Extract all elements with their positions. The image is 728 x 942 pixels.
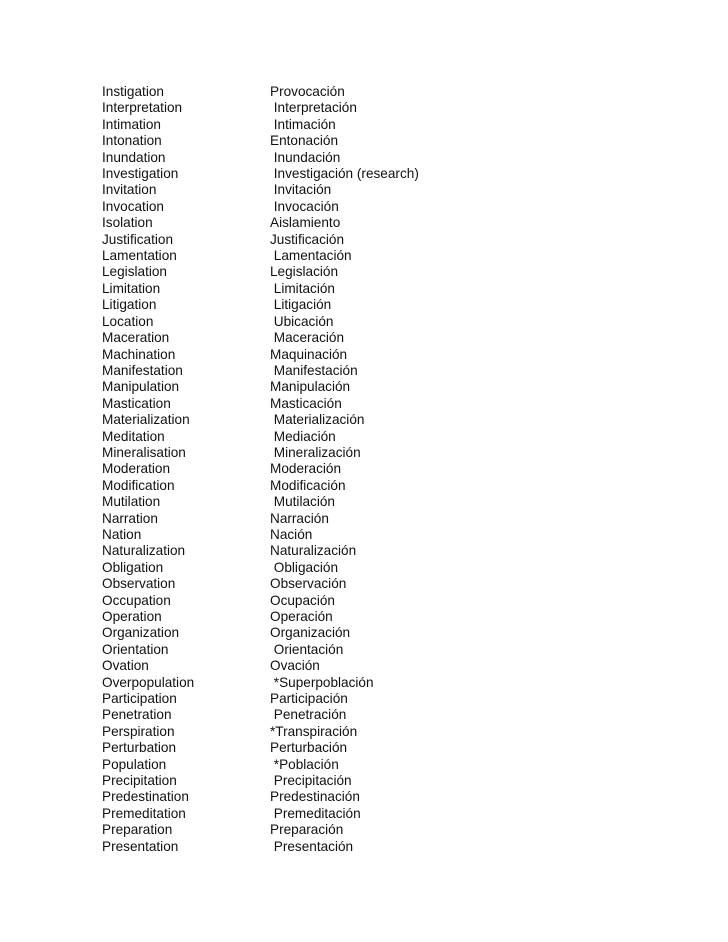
word-pair-row <box>102 527 522 543</box>
english-term: Litigation <box>102 297 157 313</box>
spanish-term: Participación <box>270 691 348 707</box>
english-term: Predestination <box>102 789 189 805</box>
english-term: Meditation <box>102 428 165 444</box>
english-term: Obligation <box>102 559 164 575</box>
spanish-term: Naturalización <box>270 543 357 559</box>
spanish-term: Invitación <box>270 182 332 198</box>
spanish-term: *Superpoblación <box>270 674 374 690</box>
word-pair-row <box>102 166 522 182</box>
spanish-term: Presentación <box>270 838 354 854</box>
word-pair-row <box>102 396 522 412</box>
spanish-term: Litigación <box>270 297 332 313</box>
word-pair-row <box>102 461 522 477</box>
english-term: Moderation <box>102 461 171 477</box>
word-pair-row <box>102 264 522 280</box>
english-term: Legislation <box>102 264 167 280</box>
english-term: Limitation <box>102 280 161 296</box>
spanish-term: Maceración <box>270 330 345 346</box>
english-term: Operation <box>102 609 162 624</box>
spanish-term: Precipitación <box>270 773 352 789</box>
spanish-term: Provocación <box>270 84 345 99</box>
spanish-term: Manifestación <box>270 362 358 378</box>
english-term: Naturalization <box>102 543 186 559</box>
spanish-term: Investigación (research) <box>270 166 419 182</box>
spanish-term: Materialización <box>270 412 365 428</box>
english-term: Overpopulation <box>102 674 195 690</box>
word-pair-row <box>102 363 522 379</box>
word-pair-row <box>102 543 522 559</box>
english-term: Perspiration <box>102 723 175 739</box>
english-term: Materialization <box>102 412 190 428</box>
word-pair-row <box>102 740 522 756</box>
english-term: Investigation <box>102 166 179 182</box>
english-term: Mutilation <box>102 494 161 510</box>
spanish-term: *Población <box>270 756 339 772</box>
word-pair-row <box>102 757 522 773</box>
spanish-term: Entonación <box>270 133 339 149</box>
word-pair-row <box>102 199 522 215</box>
word-pair-row <box>102 593 522 609</box>
spanish-term: Manipulación <box>270 379 351 395</box>
english-term: Justification <box>102 231 174 247</box>
english-term: Maceration <box>102 330 170 346</box>
spanish-term: Aislamiento <box>270 215 341 231</box>
english-term: Perturbation <box>102 740 177 756</box>
spanish-term: Predestinación <box>270 789 360 805</box>
word-pair-row <box>102 314 522 330</box>
english-term: Population <box>102 756 167 772</box>
word-pair-row <box>102 789 522 805</box>
english-term: Mastication <box>102 395 171 411</box>
english-term: Intonation <box>102 133 162 149</box>
english-term: Invitation <box>102 182 157 198</box>
english-term: Presentation <box>102 838 179 854</box>
word-pair-row <box>102 150 522 166</box>
word-pair-row <box>102 724 522 740</box>
english-term: Modification <box>102 477 175 493</box>
spanish-term: Penetración <box>270 707 347 723</box>
english-term: Manifestation <box>102 362 183 378</box>
word-pair-row <box>102 675 522 691</box>
spanish-term: Masticación <box>270 395 342 411</box>
spanish-term: Lamentación <box>270 248 352 264</box>
word-pair-row <box>102 511 522 527</box>
word-pair-row <box>102 822 522 838</box>
spanish-term: Obligación <box>270 559 339 575</box>
english-term: Machination <box>102 346 176 362</box>
word-pair-row <box>102 576 522 592</box>
english-term: Nation <box>102 526 142 542</box>
word-pair-row <box>102 133 522 149</box>
spanish-term: *Transpiración <box>270 723 358 739</box>
spanish-term: Mediación <box>270 428 336 444</box>
word-pair-row <box>102 248 522 264</box>
word-pair-row <box>102 429 522 445</box>
spanish-term: Operación <box>270 609 333 624</box>
spanish-term: Ubicación <box>270 313 334 329</box>
word-pair-row <box>102 445 522 461</box>
word-pair-row <box>102 297 522 313</box>
english-term: Lamentation <box>102 248 177 264</box>
spanish-term: Observación <box>270 576 347 592</box>
word-pair-row <box>102 839 522 855</box>
word-pair-row <box>102 691 522 707</box>
word-pair-row <box>102 100 522 116</box>
spanish-term: Mutilación <box>270 494 335 510</box>
spanish-term: Orientación <box>270 641 344 657</box>
spanish-term: Nación <box>270 526 313 542</box>
spanish-term: Modificación <box>270 477 346 493</box>
word-pair-row <box>102 215 522 231</box>
word-pair-row <box>102 658 522 674</box>
word-pair-row <box>102 84 522 100</box>
english-term: Interpretation <box>102 100 183 116</box>
word-pair-row <box>102 379 522 395</box>
word-pair-row <box>102 773 522 789</box>
spanish-term: Premeditación <box>270 805 361 821</box>
english-term: Organization <box>102 625 180 641</box>
word-pair-row <box>102 281 522 297</box>
spanish-term: Legislación <box>270 264 339 280</box>
english-term: Occupation <box>102 592 171 608</box>
spanish-term: Perturbación <box>270 740 348 756</box>
spanish-term: Organización <box>270 625 351 641</box>
spanish-term: Ovación <box>270 658 320 674</box>
english-term: Mineralisation <box>102 444 186 460</box>
word-pair-row <box>102 117 522 133</box>
english-term: Inundation <box>102 149 166 165</box>
english-term: Preparation <box>102 822 173 838</box>
word-pair-row <box>102 625 522 641</box>
word-pair-row <box>102 330 522 346</box>
english-term: Orientation <box>102 641 169 657</box>
english-term: Intimation <box>102 116 161 132</box>
word-pair-row <box>102 232 522 248</box>
word-pair-row <box>102 707 522 723</box>
english-term: Ovation <box>102 658 149 674</box>
word-pair-row <box>102 560 522 576</box>
english-term: Premeditation <box>102 805 186 821</box>
spanish-term: Inundación <box>270 149 341 165</box>
spanish-term: Intimación <box>270 116 336 132</box>
word-list <box>102 84 522 855</box>
english-term: Isolation <box>102 215 153 231</box>
word-pair-row <box>102 609 522 625</box>
spanish-term: Justificación <box>270 231 345 247</box>
spanish-term: Narración <box>270 510 329 526</box>
spanish-term: Mineralización <box>270 444 361 460</box>
word-pair-row <box>102 494 522 510</box>
english-term: Manipulation <box>102 379 180 395</box>
english-term: Narration <box>102 510 158 526</box>
spanish-term: Limitación <box>270 280 335 296</box>
word-pair-row <box>102 182 522 198</box>
english-term: Invocation <box>102 198 164 214</box>
english-term: Observation <box>102 576 176 592</box>
english-term: Instigation <box>102 84 164 99</box>
word-pair-row <box>102 347 522 363</box>
word-pair-row <box>102 478 522 494</box>
english-term: Precipitation <box>102 773 177 789</box>
word-pair-row <box>102 412 522 428</box>
spanish-term: Interpretación <box>270 100 357 116</box>
word-pair-row <box>102 642 522 658</box>
english-term: Participation <box>102 691 177 707</box>
spanish-term: Maquinación <box>270 346 348 362</box>
english-term: Location <box>102 313 154 329</box>
spanish-term: Preparación <box>270 822 344 838</box>
spanish-term: Ocupación <box>270 592 335 608</box>
spanish-term: Moderación <box>270 461 342 477</box>
word-pair-row <box>102 806 522 822</box>
spanish-term: Invocación <box>270 198 339 214</box>
english-term: Penetration <box>102 707 172 723</box>
